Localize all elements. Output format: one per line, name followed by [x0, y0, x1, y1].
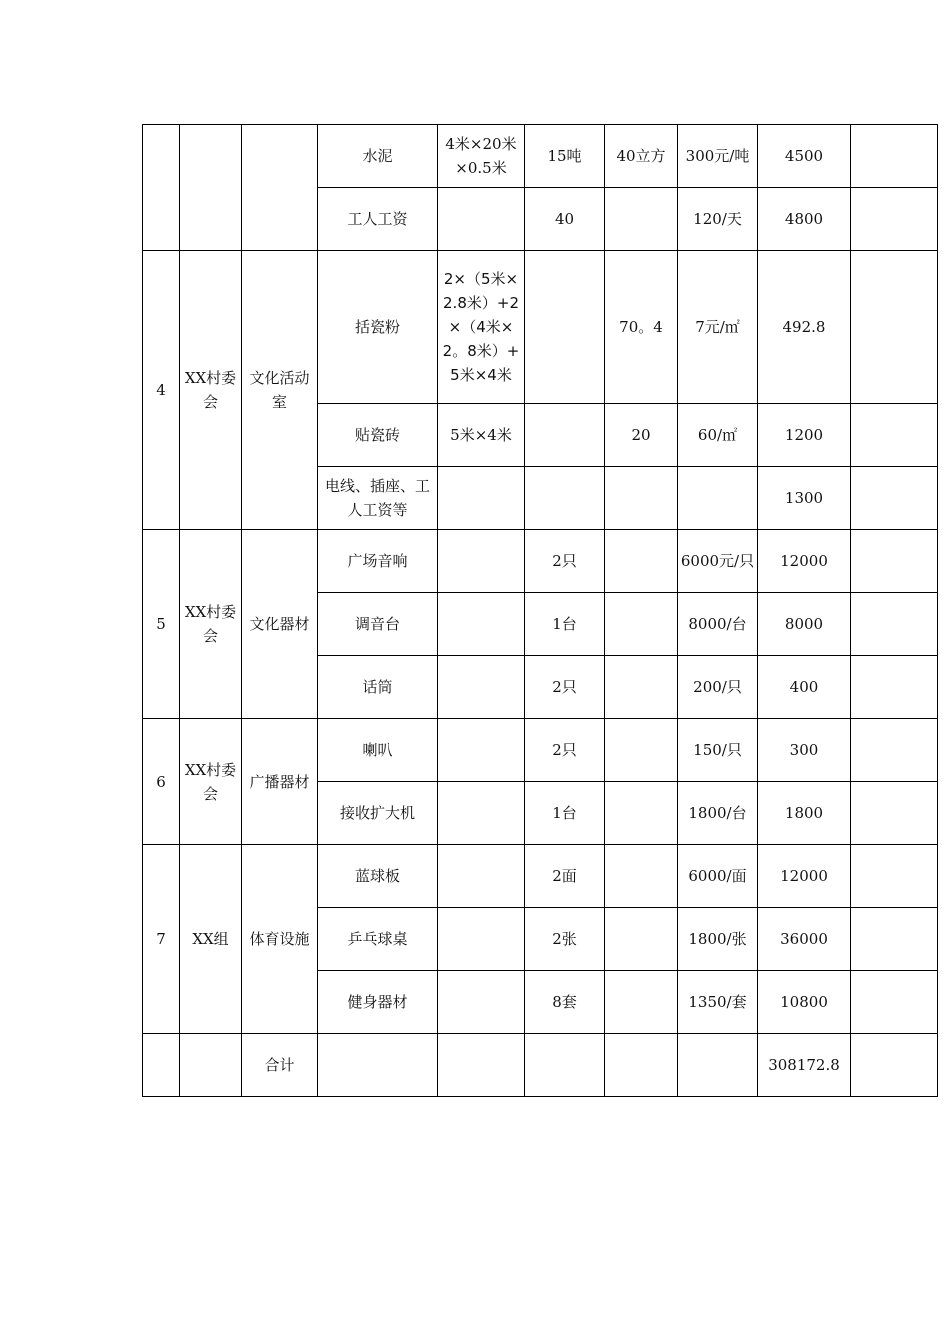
unit-cell: XX村委会	[180, 530, 242, 719]
item-cell: 贴瓷砖	[318, 404, 438, 467]
item-cell: 喇叭	[318, 719, 438, 782]
qty-cell	[525, 467, 605, 530]
spec-cell	[438, 593, 525, 656]
item-cell: 工人工资	[318, 188, 438, 251]
spec-cell	[438, 908, 525, 971]
price-cell: 8000/台	[678, 593, 758, 656]
note-cell	[851, 593, 938, 656]
price-cell: 300元/吨	[678, 125, 758, 188]
item-cell: 蓝球板	[318, 845, 438, 908]
row-number-cell	[143, 1034, 180, 1097]
total-cell: 4500	[758, 125, 851, 188]
spec-cell	[438, 719, 525, 782]
note-cell	[851, 251, 938, 404]
note-cell	[851, 404, 938, 467]
spec-cell	[438, 467, 525, 530]
amount-cell	[605, 1034, 678, 1097]
price-cell: 200/只	[678, 656, 758, 719]
item-cell: 水泥	[318, 125, 438, 188]
total-cell: 492.8	[758, 251, 851, 404]
total-cell: 1200	[758, 404, 851, 467]
spec-cell: 5米×4米	[438, 404, 525, 467]
price-cell: 6000/面	[678, 845, 758, 908]
note-cell	[851, 908, 938, 971]
amount-cell	[605, 782, 678, 845]
row-number-cell	[143, 125, 180, 251]
note-cell	[851, 1034, 938, 1097]
project-cell: 文化活动室	[242, 251, 318, 530]
total-cell: 10800	[758, 971, 851, 1034]
total-cell: 12000	[758, 530, 851, 593]
spec-cell	[438, 845, 525, 908]
row-number-cell: 4	[143, 251, 180, 530]
note-cell	[851, 656, 938, 719]
amount-cell	[605, 908, 678, 971]
amount-cell	[605, 467, 678, 530]
price-cell: 7元/㎡	[678, 251, 758, 404]
table-row	[143, 719, 938, 782]
unit-cell	[180, 125, 242, 251]
item-cell: 话筒	[318, 656, 438, 719]
note-cell	[851, 530, 938, 593]
price-cell: 60/㎡	[678, 404, 758, 467]
spec-cell	[438, 971, 525, 1034]
item-cell: 括瓷粉	[318, 251, 438, 404]
amount-cell: 40立方	[605, 125, 678, 188]
note-cell	[851, 782, 938, 845]
unit-cell	[180, 1034, 242, 1097]
qty-cell: 2面	[525, 845, 605, 908]
item-cell: 接收扩大机	[318, 782, 438, 845]
price-cell: 120/天	[678, 188, 758, 251]
total-cell: 4800	[758, 188, 851, 251]
note-cell	[851, 719, 938, 782]
amount-cell	[605, 530, 678, 593]
amount-cell: 70。4	[605, 251, 678, 404]
table-row	[143, 125, 938, 188]
qty-cell	[525, 404, 605, 467]
item-cell: 电线、插座、工人工资等	[318, 467, 438, 530]
total-cell: 1300	[758, 467, 851, 530]
amount-cell	[605, 719, 678, 782]
qty-cell: 2张	[525, 908, 605, 971]
project-cell	[242, 125, 318, 251]
spec-cell	[438, 782, 525, 845]
item-cell	[318, 1034, 438, 1097]
table-row	[143, 845, 938, 908]
total-cell: 300	[758, 719, 851, 782]
project-cell: 广播器材	[242, 719, 318, 845]
note-cell	[851, 125, 938, 188]
budget-table	[142, 124, 938, 1097]
table-row	[143, 530, 938, 593]
amount-cell	[605, 845, 678, 908]
qty-cell: 2只	[525, 530, 605, 593]
item-cell: 广场音响	[318, 530, 438, 593]
qty-cell: 2只	[525, 656, 605, 719]
spec-cell	[438, 188, 525, 251]
item-cell: 健身器材	[318, 971, 438, 1034]
unit-cell: XX组	[180, 845, 242, 1034]
spec-cell	[438, 656, 525, 719]
project-cell: 体育设施	[242, 845, 318, 1034]
amount-cell	[605, 593, 678, 656]
spec-cell: 2×（5米×2.8米）+2×（4米×2。8米）+5米×4米	[438, 251, 525, 404]
price-cell: 150/只	[678, 719, 758, 782]
price-cell	[678, 1034, 758, 1097]
unit-cell: XX村委会	[180, 719, 242, 845]
total-cell: 12000	[758, 845, 851, 908]
total-cell: 1800	[758, 782, 851, 845]
price-cell: 6000元/只	[678, 530, 758, 593]
grand-total-value: 308172.8	[758, 1034, 851, 1097]
qty-cell: 40	[525, 188, 605, 251]
row-number-cell: 6	[143, 719, 180, 845]
amount-cell	[605, 656, 678, 719]
note-cell	[851, 467, 938, 530]
price-cell	[678, 467, 758, 530]
item-cell: 乒乓球桌	[318, 908, 438, 971]
spec-cell	[438, 1034, 525, 1097]
note-cell	[851, 188, 938, 251]
spec-cell: 4米×20米×0.5米	[438, 125, 525, 188]
qty-cell	[525, 1034, 605, 1097]
total-cell: 36000	[758, 908, 851, 971]
qty-cell	[525, 251, 605, 404]
total-label: 合计	[242, 1034, 318, 1097]
qty-cell: 8套	[525, 971, 605, 1034]
total-row	[143, 1034, 938, 1097]
table-row	[143, 251, 938, 404]
note-cell	[851, 971, 938, 1034]
unit-cell: XX村委会	[180, 251, 242, 530]
price-cell: 1350/套	[678, 971, 758, 1034]
amount-cell	[605, 971, 678, 1034]
row-number-cell: 7	[143, 845, 180, 1034]
amount-cell	[605, 188, 678, 251]
qty-cell: 1台	[525, 593, 605, 656]
item-cell: 调音台	[318, 593, 438, 656]
project-cell: 文化器材	[242, 530, 318, 719]
note-cell	[851, 845, 938, 908]
price-cell: 1800/张	[678, 908, 758, 971]
price-cell: 1800/台	[678, 782, 758, 845]
qty-cell: 2只	[525, 719, 605, 782]
total-cell: 400	[758, 656, 851, 719]
amount-cell: 20	[605, 404, 678, 467]
spec-cell	[438, 530, 525, 593]
row-number-cell: 5	[143, 530, 180, 719]
qty-cell: 15吨	[525, 125, 605, 188]
total-cell: 8000	[758, 593, 851, 656]
qty-cell: 1台	[525, 782, 605, 845]
